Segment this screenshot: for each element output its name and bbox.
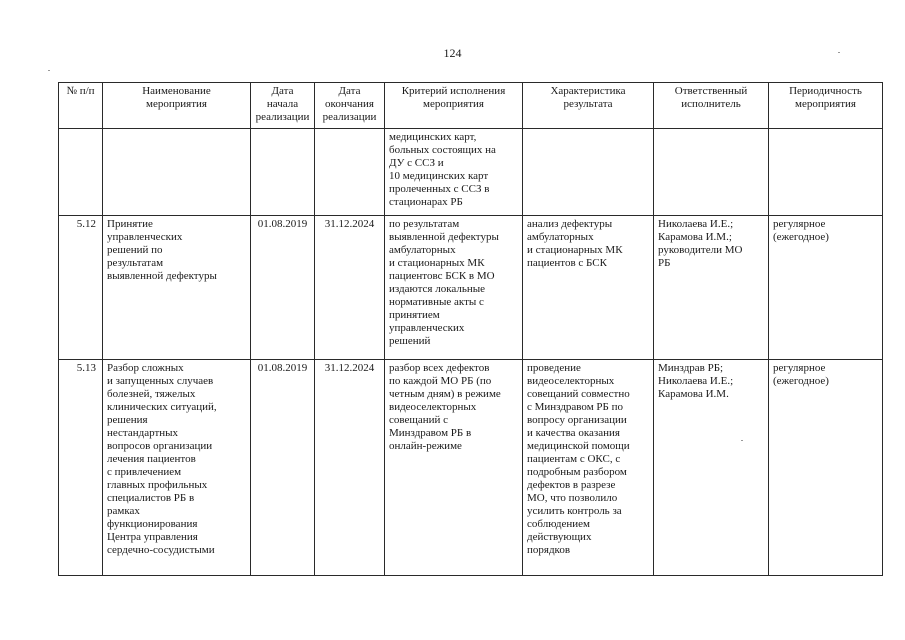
table-header-row (59, 83, 883, 129)
cell-criterion: медицинских карт, больных состоящих на ДУ с ССЗ и 10 медицинских карт пролеченных с ССЗ в стационарах РБ (385, 129, 523, 216)
cell-name: Разбор сложных и запущенных случаев болезней, тяжелых клинических ситуаций, решения нестандартных вопросов организации лечения пациентов с привлечением главных профильных специалистов РБ в рамках функционирования Центра управления сердечно-сосудистыми (103, 360, 251, 576)
cell-start-date: 01.08.2019 (251, 216, 315, 360)
cell-criterion: разбор всех дефектов по каждой МО РБ (по четным дням) в режиме видеоселекторных совещаний с Минздравом РБ в онлайн-режиме (385, 360, 523, 576)
scan-speck (838, 52, 840, 53)
scan-speck (741, 440, 743, 441)
cell-end-date: 31.12.2024 (315, 360, 385, 576)
cell-result: анализ дефектуры амбулаторных и стационарных МК пациентов с БСК (523, 216, 654, 360)
table-row-continuation (59, 129, 883, 216)
cell-result: проведение видеоселекторных совещаний совместно с Минздравом РБ по вопросу организации и качества оказания медицинской помощи пациентам с ОКС, с подробным разбором дефектов в разрезе МО, что позволило усилить контроль за соблюдением действующих порядков (523, 360, 654, 576)
table-row (59, 360, 883, 576)
cell-periodicity: регулярное (ежегодное) (769, 360, 883, 576)
cell-name: Принятие управленческих решений по результатам выявленной дефектуры (103, 216, 251, 360)
cell-start-date: 01.08.2019 (251, 360, 315, 576)
cell-periodicity: регулярное (ежегодное) (769, 216, 883, 360)
activities-table (58, 82, 883, 576)
cell-number: 5.13 (59, 360, 103, 576)
cell-responsible: Николаева И.Е.; Карамова И.М.; руководители МО РБ (654, 216, 769, 360)
header-number: № п/п (59, 83, 103, 129)
header-result: Характеристика результата (523, 83, 654, 129)
header-criterion: Критерий исполнения мероприятия (385, 83, 523, 129)
header-name: Наименование мероприятия (103, 83, 251, 129)
header-start-date: Дата начала реализации (251, 83, 315, 129)
scan-speck (48, 70, 50, 71)
cell-criterion: по результатам выявленной дефектуры амбулаторных и стационарных МК пациентовс БСК в МО издаются локальные нормативные акты с принятием управленческих решений (385, 216, 523, 360)
table-row (59, 216, 883, 360)
header-end-date: Дата окончания реализации (315, 83, 385, 129)
page-number: 124 (443, 46, 462, 60)
cell-end-date: 31.12.2024 (315, 216, 385, 360)
cell-responsible: Минздрав РБ; Николаева И.Е.; Карамова И.М. (654, 360, 769, 576)
cell-number: 5.12 (59, 216, 103, 360)
header-responsible: Ответственный исполнитель (654, 83, 769, 129)
header-periodicity: Периодичность мероприятия (769, 83, 883, 129)
